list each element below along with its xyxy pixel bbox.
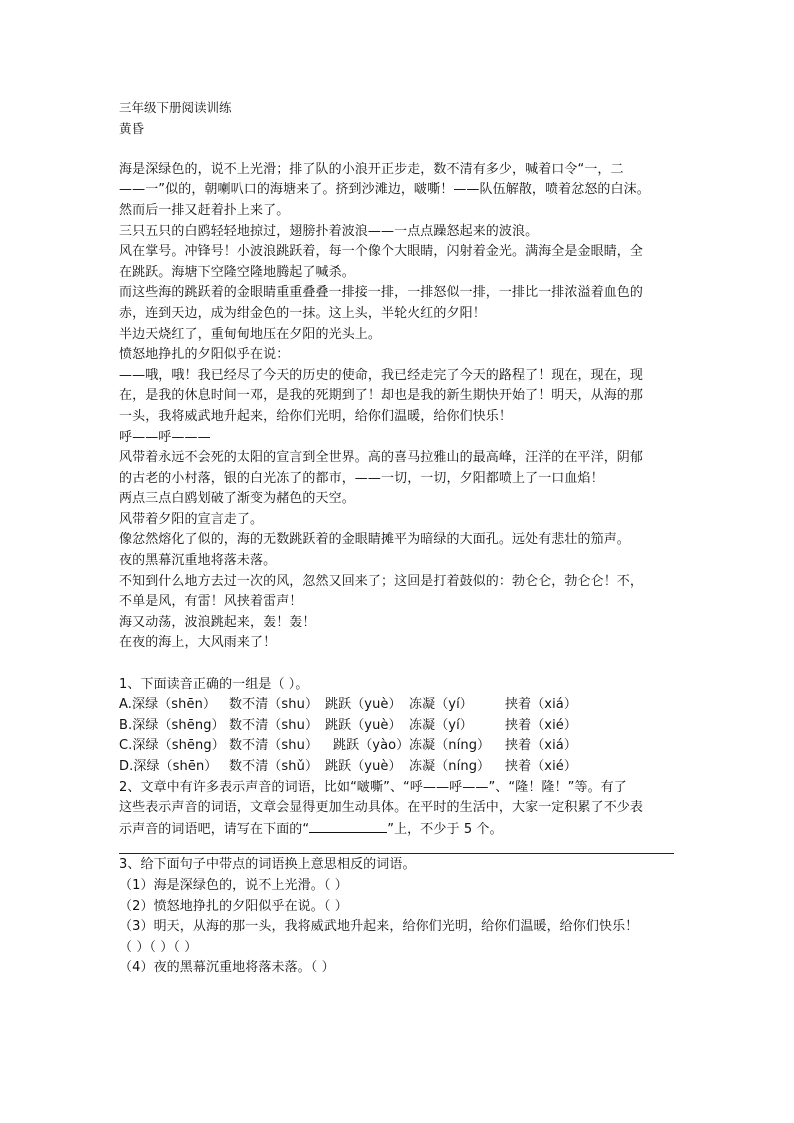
question-1-stem: 1、下面读音正确的一组是（ ）。 <box>119 676 309 692</box>
question-3 <box>119 855 679 979</box>
option-d <box>119 757 679 778</box>
passage-line: 一头，我将威武地升起来，给你们光明，给你们温暖，给你们快乐！ <box>119 408 513 424</box>
option-cell: D.深绿（shēn） <box>119 759 218 774</box>
option-cell: 跳跃（yuè） <box>325 717 402 733</box>
option-cell: 挟着（xiá） <box>505 738 577 754</box>
option-cell: 数不清（shǔ） <box>229 759 319 774</box>
question-2-line: 这些表示声音的词语，文章会显得更加生动具体。在平时的生活中，大家一定积累了不少表 <box>119 800 644 816</box>
option-cell: 跳跃（yào） <box>333 738 410 754</box>
document-body <box>119 98 679 979</box>
option-cell: 冻凝（yí） <box>409 717 473 733</box>
option-cell: 冻凝（níng） <box>409 759 491 774</box>
option-cell: 跳跃（yuè） <box>325 759 402 774</box>
passage-line: 像忿然熔化了似的，海的无数跳跃着的金眼睛摊平为暗绿的大面孔。远处有悲壮的笳声。 <box>119 532 630 548</box>
option-c <box>119 736 679 757</box>
passage-line: 而这些海的跳跃着的金眼睛重重叠叠一排接一排，一排怒似一排，一排比一排浓溢着血色的 <box>119 285 644 301</box>
option-b <box>119 716 679 737</box>
question-3-blanks: （ ）（ ）（ ） <box>119 939 198 955</box>
question-3-item: （3）明天，从海的那一头，我将威武地升起来，给你们光明，给你们温暖，给你们快乐！ <box>119 919 639 935</box>
passage-line: 在夜的海上，大风雨来了！ <box>119 635 277 651</box>
passage-line: 两点三点白鸥划破了渐变为赭色的天空。 <box>119 491 355 507</box>
question-2-line <box>119 819 679 840</box>
option-cell: A.深绿（shēn） <box>119 697 217 713</box>
passage-title: 黄昏 <box>119 120 145 136</box>
passage-line: 在跳跃。海塘下空隆空隆地腾起了喊杀。 <box>119 264 355 280</box>
question-3-item: （4）夜的黑幕沉重地将落未落。（ ） <box>119 960 335 976</box>
passage-line: 海是深绿色的，说不上光滑；排了队的小浪开正步走，数不清有多少，喊着口令“一，二 <box>119 161 624 177</box>
passage-line: 呼——呼——— <box>119 429 211 445</box>
passage-line: ——一”似的，朝喇叭口的海塘来了。挤到沙滩边，啵嘶！——队伍解散，喷着忿怒的白沫。 <box>119 182 650 198</box>
answer-blank[interactable] <box>309 819 387 833</box>
passage-line: 海又动荡，波浪跳起来，轰！轰！ <box>119 614 316 630</box>
spacer <box>119 139 679 160</box>
question-1 <box>119 675 679 778</box>
answer-line[interactable] <box>119 853 674 854</box>
passage-line: 赤，连到天边，成为绀金色的一抹。这上头，半轮火红的夕阳！ <box>119 305 486 321</box>
passage-line: ——哦，哦！我已经尽了今天的历史的使命，我已经走完了今天的路程了！现在，现在，现 <box>119 367 644 383</box>
passage-line: 不单是风，有雷！风挟着雷声！ <box>119 594 303 610</box>
option-cell: 挟着（xiá） <box>505 697 577 713</box>
question-2-text: 示声音的词语吧，请写在下面的“ <box>119 821 310 837</box>
option-a <box>119 695 679 716</box>
question-3-stem: 3、给下面句子中带点的词语换上意思相反的词语。 <box>119 857 416 873</box>
question-3-item: （2）愤怒地挣扎的夕阳似乎在说。（ ） <box>119 898 348 914</box>
question-2-line: 2、文章中有许多表示声音的词语，比如“啵嘶”、“呼——呼——”、“隆！隆！”等。有了 <box>119 779 627 795</box>
option-cell: 挟着（xié） <box>505 759 578 774</box>
document-title: 三年级下册阅读训练 <box>119 100 232 115</box>
passage-line: 在，是我的休息时间一邓，是我的死期到了！却也是我的新生期快开始了！明天，从海的那 <box>119 388 644 404</box>
passage-line: 三只五只的白鸥轻轻地掠过，翅膀扑着波浪——一点点躁怒起来的波浪。 <box>119 223 539 239</box>
question-2 <box>119 778 679 840</box>
passage <box>119 160 679 654</box>
option-cell: 数不清（shu） <box>229 717 319 733</box>
passage-line: 愤怒地挣扎的夕阳似乎在说： <box>119 347 290 363</box>
option-cell: 冻凝（yí） <box>409 697 473 713</box>
passage-line: 风在掌号。冲锋号！小波浪跳跃着，每一个像个大眼睛，闪射着金光。满海全是金眼睛，全 <box>119 244 644 260</box>
option-cell: 数不清（shu） <box>229 697 319 713</box>
option-cell: 数不清（shu） <box>229 738 319 754</box>
passage-line: 不知到什么地方去过一次的风，忽然又回来了；这回是打着鼓似的：勃仑仑，勃仑仑！不， <box>119 573 644 589</box>
passage-line: 风带着夕阳的宣言走了。 <box>119 511 264 527</box>
spacer <box>119 654 679 675</box>
passage-line: 夜的黑幕沉重地将落未落。 <box>119 553 277 569</box>
option-cell: 跳跃（yuè） <box>325 697 402 713</box>
option-cell: B.深绿（shēng） <box>119 717 225 733</box>
passage-line: 的古老的小村落，银的白光冻了的都市，——一切，一切，夕阳都喷上了一口血焰！ <box>119 470 604 486</box>
option-cell: C.深绿（shēng） <box>119 738 225 754</box>
option-cell: 挟着（xié） <box>505 717 578 733</box>
passage-line: 风带着永远不会死的太阳的宣言到全世界。高的喜马拉雅山的最高峰，汪洋的在平洋，阴郁 <box>119 450 644 466</box>
passage-line: 然而后一排又赶着扑上来了。 <box>119 202 290 218</box>
question-3-item: （1）海是深绿色的，说不上光滑。（ ） <box>119 877 348 893</box>
question-2-text: ”上，不少于 5 个。 <box>387 821 503 837</box>
option-cell: 冻凝（níng） <box>409 738 491 754</box>
passage-line: 半边天烧红了，重甸甸地压在夕阳的光头上。 <box>119 326 382 342</box>
